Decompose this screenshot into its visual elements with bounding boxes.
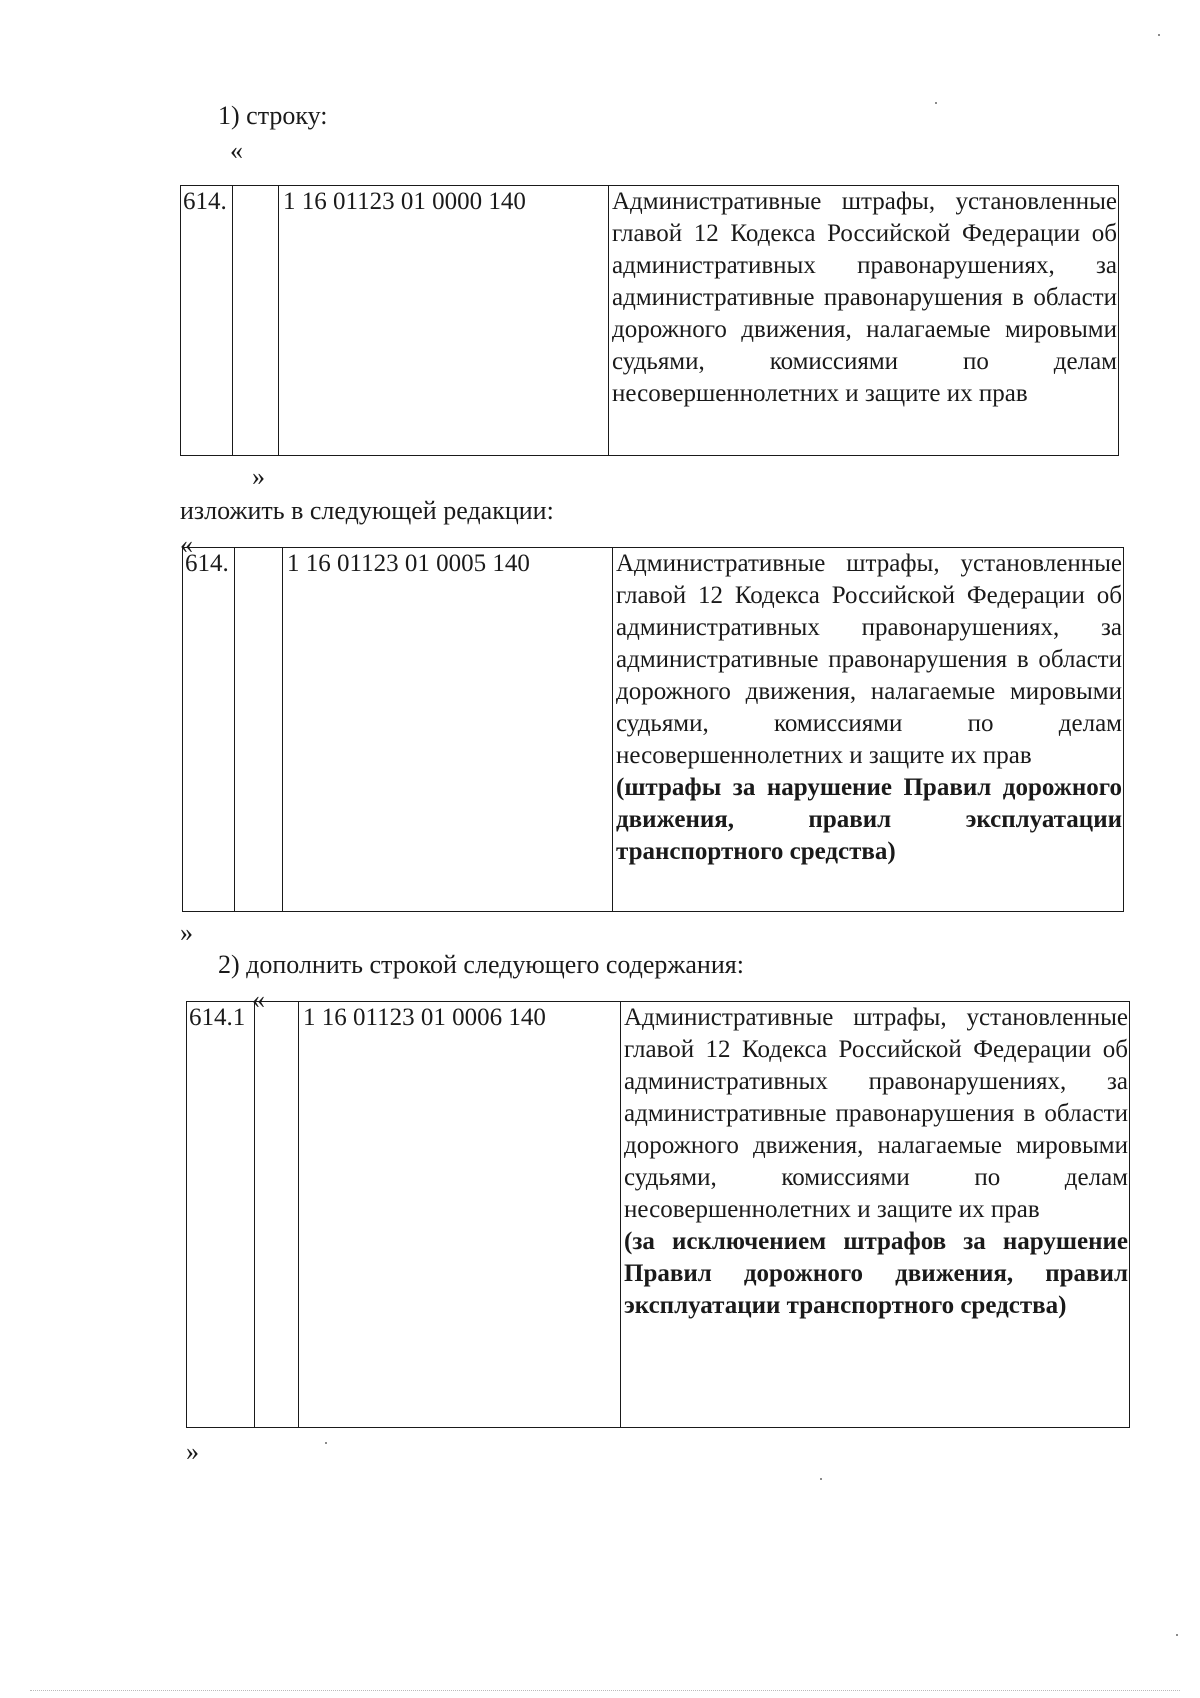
section1-open-quote: « [230,136,243,165]
scan-speck [1176,1634,1178,1636]
section2-close-quote: » [186,1437,199,1466]
section1-close-quote: » [252,462,265,491]
scan-speck [1158,34,1160,36]
replacement-label: изложить в следующей редакции: [180,496,554,525]
scan-speck [325,1442,327,1444]
replacement-close-quote: » [180,918,193,947]
replacement-table [182,547,1124,912]
section2-table [186,1001,1130,1428]
scan-speck [935,102,937,104]
row-number: 614.1 [187,1002,255,1428]
budget-code: 1 16 01123 01 0006 140 [299,1002,621,1428]
replacement-open-quote: « [180,530,193,559]
section1-table [180,185,1119,456]
row-number: 614. [183,548,235,912]
budget-code: 1 16 01123 01 0000 140 [279,186,609,456]
row-description [621,1002,1130,1428]
row-description [613,548,1124,912]
table-row [181,186,1119,456]
scan-edge-dots [30,1690,1180,1691]
description-bold-text: (штрафы за нарушение Правил дорожного движения, правил эксплуатации транспортного средства) [616,774,1122,865]
description-bold-text: (за исключением штрафов за нарушение Правил дорожного движения, правил эксплуатации транспортного средства) [624,1228,1128,1319]
empty-cell [255,1002,299,1428]
empty-cell [233,186,279,456]
empty-cell [235,548,283,912]
row-number: 614. [181,186,233,456]
description-text: Административные штрафы, установленные главой 12 Кодекса Российской Федерации об административных правонарушениях, за административные правонарушения в области дорожного движения, налагаемые мировыми судьями, комиссиями по делам несовершеннолетних и защите их прав [616,550,1122,769]
scan-speck [820,1478,822,1480]
table-row [183,548,1124,912]
section2-label: 2) дополнить строкой следующего содержания: [218,950,744,979]
section2-open-quote: « [252,985,265,1014]
budget-code: 1 16 01123 01 0005 140 [283,548,613,912]
section1-label: 1) строку: [218,101,328,130]
table-row [187,1002,1130,1428]
row-description [609,186,1119,456]
description-text: Административные штрафы, установленные главой 12 Кодекса Российской Федерации об административных правонарушениях, за административные правонарушения в области дорожного движения, налагаемые мировыми судьями, комиссиями по делам несовершеннолетних и защите их прав [612,188,1117,407]
description-text: Административные штрафы, установленные главой 12 Кодекса Российской Федерации об административных правонарушениях, за административные правонарушения в области дорожного движения, налагаемые мировыми судьями, комиссиями по делам несовершеннолетних и защите их прав [624,1004,1128,1223]
